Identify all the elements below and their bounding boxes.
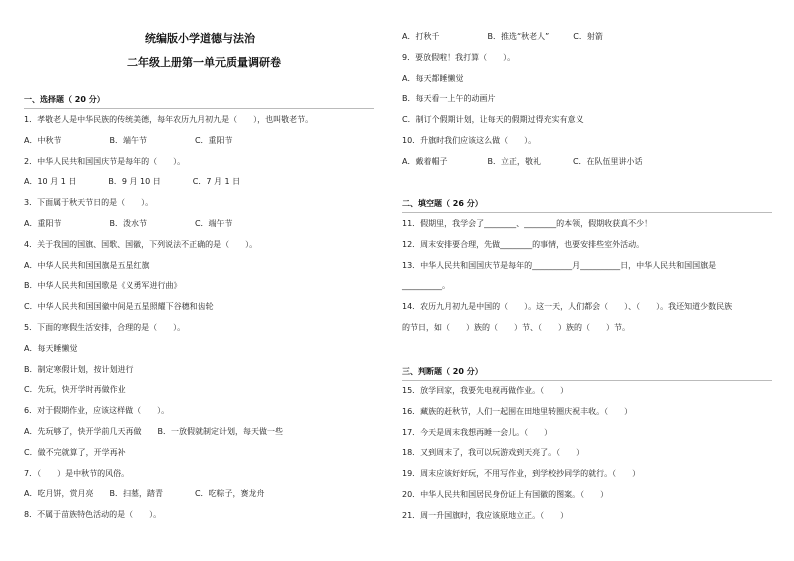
question-line: B．每天看一上午的动画片 [402,94,496,104]
question-line: 19．周末应该好好玩，不用写作业，到学校抄同学的就行。（ ） [402,469,641,479]
question-line: 4．关于我国的国旗、国歌、国徽，下列说法不正确的是（ ）。 [24,239,258,249]
question-line: A．吃月饼，赏月亮 B．扫墓，踏青 C．吃粽子，赛龙舟 [24,489,265,499]
page-title-line1: 统编版小学道德与法治 [145,32,255,45]
question-line: 15．放学回家，我要先电视再做作业。（ ） [402,386,569,395]
question-line: A．每天睡懒觉 [24,343,78,353]
question-line: 的节日，如（ ）族的（ ）节、（ ）族的（ ）节。 [402,323,630,332]
question-line: 3．下面属于秋天节日的是（ ）。 [24,198,154,208]
question-line: 6．对于假期作业，应该这样做（ ）。 [24,406,170,416]
question-line: 2．中华人民共和国国庆节是每年的（ ）。 [24,156,186,166]
question-line: A．10 月 1 日 B．9 月 10 日 C．7 月 1 日 [24,177,241,187]
question-line: 8．不属于苗族特色活动的是（ ）。 [24,510,162,520]
question-line: 14．农历九月初九是中国的（ ）。这一天，人们都会（ ）、（ ）。我还知道少数民族 [402,302,733,312]
question-line: A．中华人民共和国国旗是五星红旗 [24,260,150,270]
question-line: C．制订个假期计划，让每天的假期过得充实有意义 [402,115,584,125]
question-line: B．中华人民共和国国歌是《义勇军进行曲》 [24,281,182,291]
question-line: __________。 [402,281,450,291]
question-line: 5．下面的寒假生活安排，合理的是（ ）。 [24,323,186,332]
section-divider [24,108,374,109]
question-line: C．做不完就算了，开学再补 [24,447,126,457]
question-line: 21．周一升国旗时，我应该原地立正。（ ） [402,510,569,520]
page-title-line2: 二年级上册第一单元质量调研卷 [127,56,281,69]
section-divider [402,212,772,213]
section-heading-choice: 一、选择题（ 20 分） [24,95,105,104]
question-line: 10．升旗时我们应该这么做（ ）。 [402,136,537,145]
question-line: A．每天都睡懒觉 [402,73,464,83]
section-heading-fill: 二、填空题（ 26 分） [402,199,483,208]
section-heading-judge: 三、判断题（ 20 分） [402,367,483,376]
question-line: A．打秋千 B．推选“秋老人” C．射箭 [402,32,603,41]
question-line: 12．周末安排要合理，先做________的事情，也要安排些室外活动。 [402,239,645,249]
question-line: 9．要放假啦！我打算（ ）。 [402,52,516,62]
question-line: 18．又到周末了，我可以玩游戏到天亮了。（ ） [402,448,585,458]
question-line: 13．中华人民共和国国庆节是每年的__________月__________日，中华人民共和国国旗是 [402,260,717,270]
question-line: C．中华人民共和国国徽中间是五星照耀下谷穗和齿轮 [24,302,214,312]
question-line: 7．（ ）是中秋节的风俗。 [24,468,130,478]
question-line: 20．中华人民共和国居民身份证上有国徽的图案。（ ） [402,490,609,499]
question-line: A．中秋节 B．端午节 C．重阳节 [24,135,233,145]
section-divider [402,380,772,381]
question-line: A．重阳节 B．泼水节 C．端午节 [24,219,233,228]
question-line: A．戴着帽子 B．立正，敬礼 C．在队伍里讲小话 [402,156,643,166]
question-line: C．先玩，快开学时再做作业 [24,385,126,395]
question-line: 17．今天是周末我想再睡一会儿。（ ） [402,427,553,437]
question-line: B．制定寒假计划，按计划进行 [24,364,134,374]
question-line: 11．假期里，我学会了________、________的本领，假期收获真不少！ [402,219,653,228]
question-line: A．先玩够了，快开学前几天再做 B．一放假就制定计划，每天做一些 [24,427,283,436]
question-line: 1．孝敬老人是中华民族的传统美德，每年农历九月初九是（ ），也叫敬老节。 [24,115,314,124]
question-line: 16．藏族的赶秋节，人们一起围在田地里转圈庆祝丰收。（ ） [402,406,633,416]
